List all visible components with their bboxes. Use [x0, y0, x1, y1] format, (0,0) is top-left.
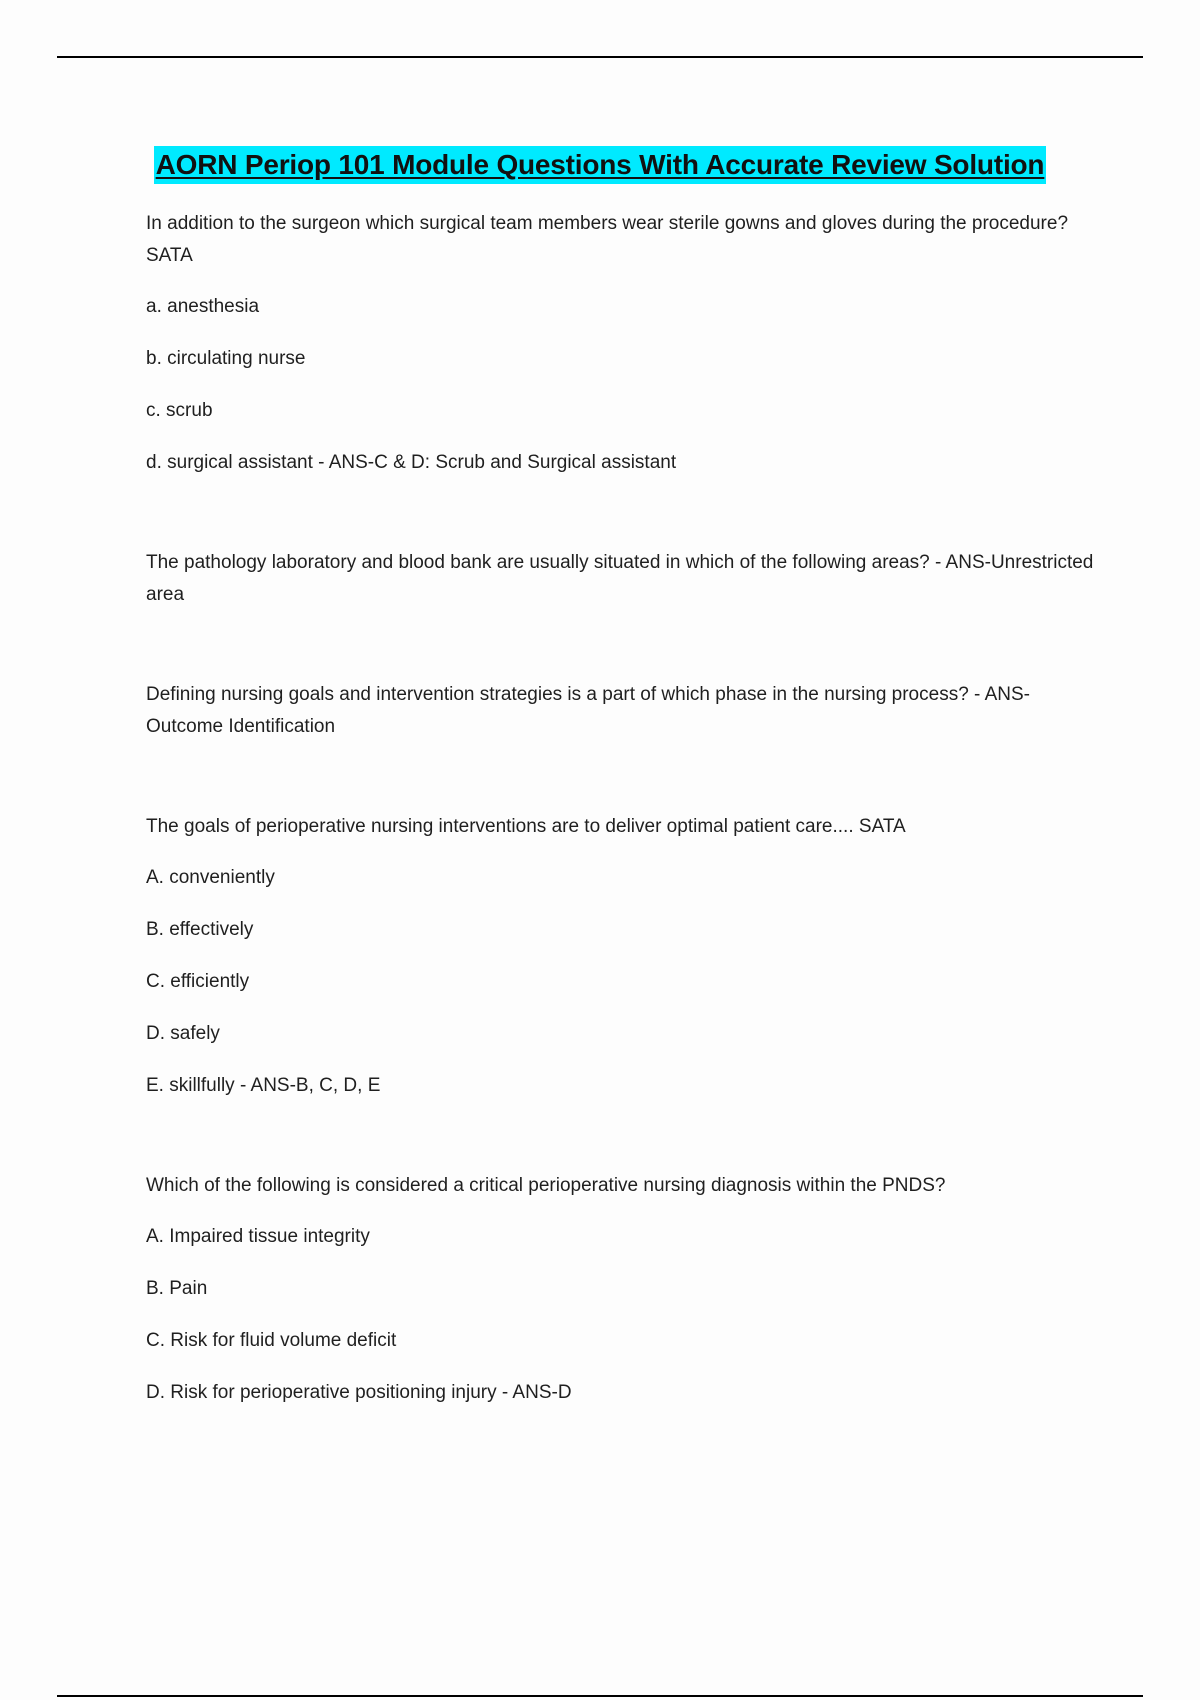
document-title: AORN Periop 101 Module Questions With Accurate Review Solution [154, 146, 1047, 184]
question-list [146, 208, 1096, 1409]
question-block [146, 1170, 1096, 1409]
answer-option: c. scrub [146, 400, 213, 421]
question-block [146, 208, 1096, 479]
question-text: Which of the following is considered a critical perioperative nursing diagnosis within the PNDS? [146, 1175, 946, 1196]
question-text: In addition to the surgeon which surgical team members wear sterile gowns and gloves during the procedure? SATA [146, 213, 1069, 266]
question-text: Defining nursing goals and intervention strategies is a part of which phase in the nursing process? - ANS-Outcome Identification [146, 684, 1030, 737]
answer-option: D. Risk for perioperative positioning injury - ANS-D [146, 1382, 572, 1403]
answer-option: D. safely [146, 1023, 220, 1044]
answer-option: B. effectively [146, 919, 254, 940]
answer-option: A. conveniently [146, 867, 275, 888]
answer-option: C. efficiently [146, 971, 250, 992]
question-text: The goals of perioperative nursing interventions are to deliver optimal patient care.... SATA [146, 816, 906, 837]
question-block [146, 679, 1096, 743]
answer-option: B. Pain [146, 1278, 208, 1299]
question-text: The pathology laboratory and blood bank are usually situated in which of the following areas? - ANS-Unrestricted area [146, 552, 1094, 605]
answer-option: b. circulating nurse [146, 348, 306, 369]
question-block [146, 811, 1096, 1102]
title-container [0, 146, 1200, 184]
footer-rule [57, 1695, 1143, 1697]
answer-option: a. anesthesia [146, 296, 260, 317]
header-rule [57, 56, 1143, 58]
answer-option: d. surgical assistant - ANS-C & D: Scrub and Surgical assistant [146, 452, 677, 473]
answer-option: C. Risk for fluid volume deficit [146, 1330, 397, 1351]
answer-option: E. skillfully - ANS-B, C, D, E [146, 1075, 381, 1096]
question-block [146, 547, 1096, 611]
answer-option: A. Impaired tissue integrity [146, 1226, 370, 1247]
